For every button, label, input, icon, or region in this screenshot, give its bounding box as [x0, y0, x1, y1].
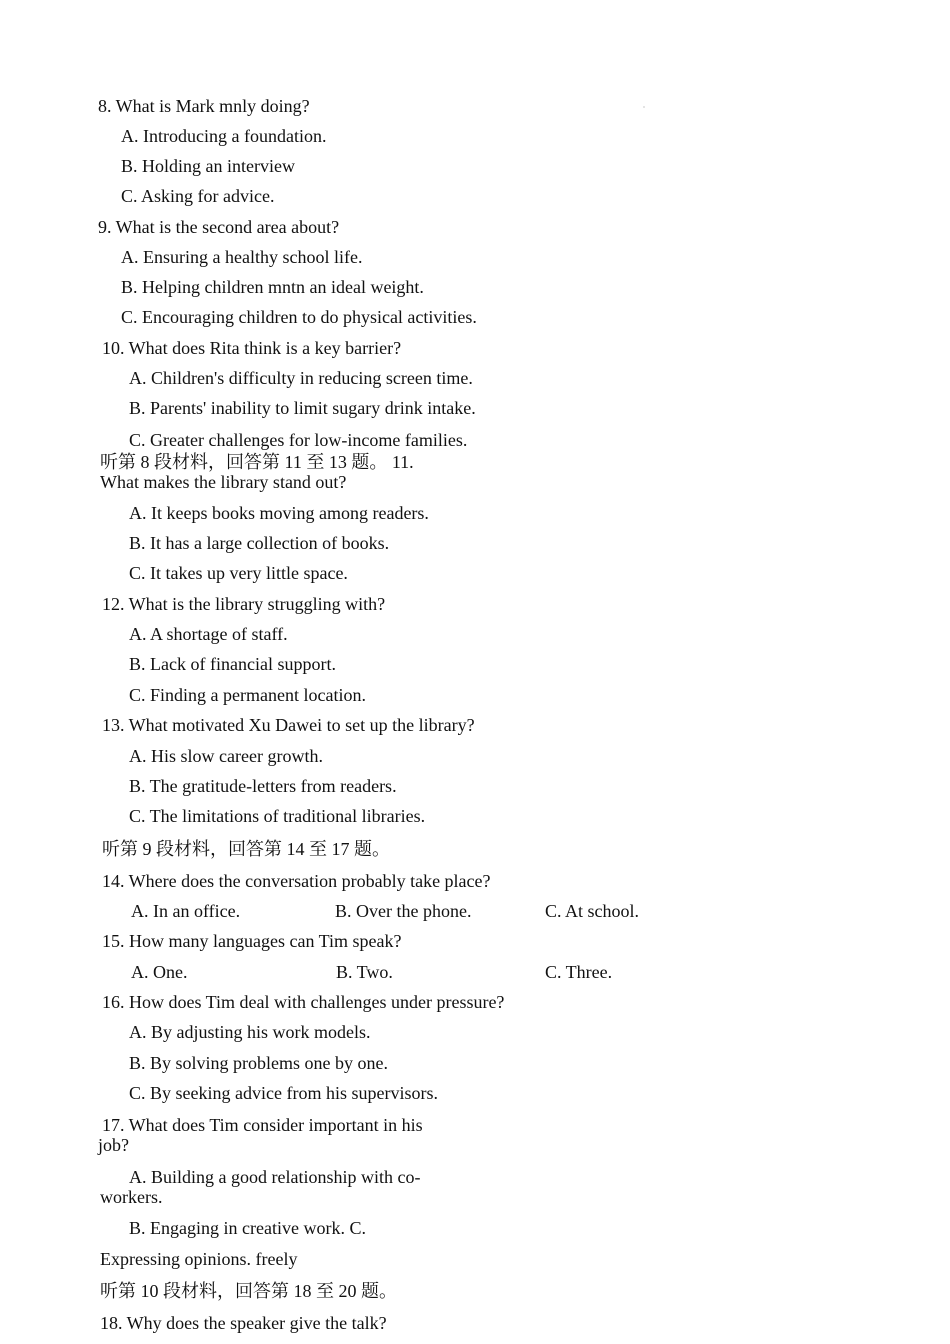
question-16-stem: 16. How does Tim deal with challenges under pressure?	[102, 992, 505, 1012]
question-18-stem: 18. Why does the speaker give the talk?	[100, 1313, 387, 1333]
question-14-option-a: A. In an office.	[131, 901, 241, 921]
question-13-option-c: C. The limitations of traditional libraries.	[129, 806, 426, 826]
question-14-stem: 14. Where does the conversation probably take place?	[102, 871, 491, 891]
question-10-option-c: C. Greater challenges for low-income families.	[129, 430, 468, 450]
section-10-instruction: 听第 10 段材料，回答第 18 至 20 题。	[100, 1281, 397, 1301]
question-16-option-a: A. By adjusting his work models.	[129, 1022, 371, 1042]
question-16-option-b: B. By solving problems one by one.	[129, 1053, 388, 1073]
question-17-stem: 17. What does Tim consider important in his	[102, 1115, 423, 1135]
question-15-option-c: C. Three.	[545, 962, 613, 982]
question-12-option-b: B. Lack of financial support.	[129, 654, 336, 674]
question-17-option-a: A. Building a good relationship with co-	[129, 1167, 421, 1187]
question-15-stem: 15. How many languages can Tim speak?	[102, 931, 402, 951]
question-13-stem: 13. What motivated Xu Dawei to set up the library?	[102, 715, 475, 735]
question-12-option-a: A. A shortage of staff.	[129, 624, 288, 644]
question-17-option-a-continued: workers.	[100, 1187, 163, 1207]
question-15-option-a: A. One.	[131, 962, 188, 982]
section-8-instruction: 听第 8 段材料，回答第 11 至 13 题。 11.	[100, 452, 414, 472]
question-10-option-b: B. Parents' inability to limit sugary drink intake.	[129, 398, 476, 418]
question-11-option-a: A. It keeps books moving among readers.	[129, 503, 429, 523]
question-13-option-b: B. The gratitude-letters from readers.	[129, 776, 397, 796]
question-14-option-b: B. Over the phone.	[335, 901, 472, 921]
question-10-option-a: A. Children's difficulty in reducing screen time.	[129, 368, 473, 388]
question-8-option-b: B. Holding an interview	[121, 156, 295, 176]
question-8-option-c: C. Asking for advice.	[121, 186, 275, 206]
question-11-option-b: B. It has a large collection of books.	[129, 533, 390, 553]
question-17-stem-continued: job?	[98, 1135, 129, 1155]
question-17-option-b: B. Engaging in creative work. C.	[129, 1218, 366, 1238]
question-17-option-c: Expressing opinions. freely	[100, 1249, 298, 1269]
question-11-stem: What makes the library stand out?	[100, 472, 347, 492]
question-8-option-a: A. Introducing a foundation.	[121, 126, 327, 146]
question-9-option-a: A. Ensuring a healthy school life.	[121, 247, 363, 267]
question-8-stem: 8. What is Mark mnly doing?	[98, 96, 310, 116]
question-12-option-c: C. Finding a permanent location.	[129, 685, 366, 705]
question-16-option-c: C. By seeking advice from his supervisors.	[129, 1083, 438, 1103]
faint-mark	[643, 106, 645, 108]
question-9-option-b: B. Helping children mntn an ideal weight.	[121, 277, 424, 297]
question-11-option-c: C. It takes up very little space.	[129, 563, 348, 583]
question-9-option-c: C. Encouraging children to do physical activities.	[121, 307, 477, 327]
question-12-stem: 12. What is the library struggling with?	[102, 594, 386, 614]
question-10-stem: 10. What does Rita think is a key barrier?	[102, 338, 402, 358]
question-15-option-b: B. Two.	[336, 962, 393, 982]
question-9-stem: 9. What is the second area about?	[98, 217, 340, 237]
question-14-option-c: C. At school.	[545, 901, 640, 921]
question-13-option-a: A. His slow career growth.	[129, 746, 323, 766]
section-9-instruction: 听第 9 段材料，回答第 14 至 17 题。	[102, 839, 390, 859]
